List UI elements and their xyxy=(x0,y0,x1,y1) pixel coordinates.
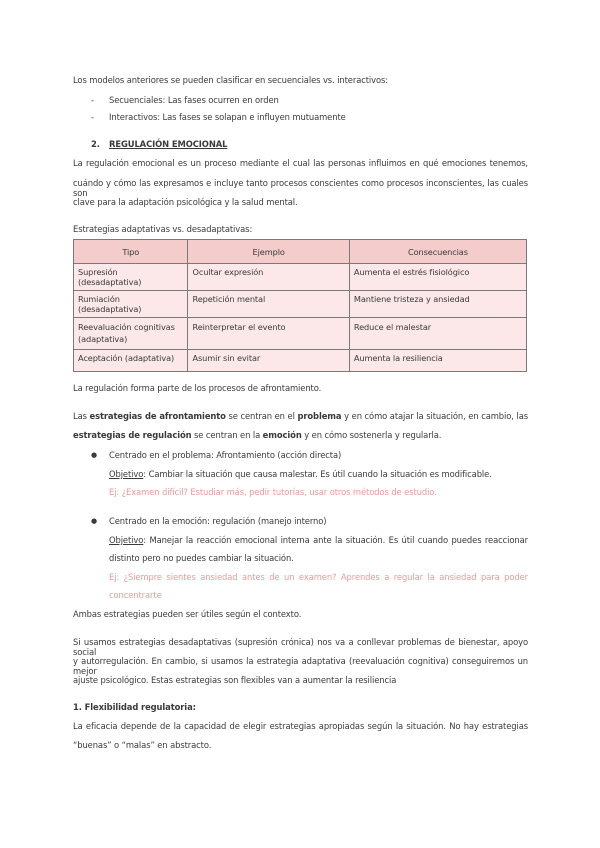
dash-marker: - xyxy=(91,95,94,105)
table-cell: Repetición mental xyxy=(188,291,349,318)
table-cell: Mantiene tristeza y ansiedad xyxy=(349,291,526,318)
table-cell: Reevaluación cognitivas (adaptativa) xyxy=(74,318,188,350)
table-caption: Estrategias adaptativas vs. desadaptativas: xyxy=(73,224,253,234)
example-line: Ej: ¿Siempre sientes ansiedad antes de un examen? Aprendes a regular la ansiedad para poder xyxy=(109,572,528,582)
table-cell: Supresión (desadaptativa) xyxy=(74,264,188,291)
table-row xyxy=(74,291,527,318)
subheading: 1. Flexibilidad regulatoria: xyxy=(73,702,196,712)
column-header: Consecuencias xyxy=(349,240,526,264)
section-title: REGULACIÓN EMOCIONAL xyxy=(109,139,228,149)
table-cell: Aumenta el estrés fisiológico xyxy=(349,264,526,291)
objective-line: distinto pero no puedes cambiar la situación. xyxy=(109,553,294,563)
bullet-title: Centrado en el problema: Afrontamiento (acción directa) xyxy=(109,450,342,460)
table-cell: Reduce el malestar xyxy=(349,318,526,350)
paragraph-line: La eficacia depende de la capacidad de elegir estrategias apropiadas según la situación. No hay estrategias xyxy=(73,721,528,731)
column-header: Tipo xyxy=(74,240,188,264)
table-cell: Aumenta la resiliencia xyxy=(349,350,526,372)
bullet-marker: ● xyxy=(91,517,98,525)
table-cell: Ocultar expresión xyxy=(188,264,349,291)
paragraph-line: estrategias de regulación se centran en la emoción y en cómo sostenerla y regularla. xyxy=(73,430,442,440)
example-line: concentrarte xyxy=(109,590,162,600)
table-header-row xyxy=(74,240,527,264)
table-cell: Aceptación (adaptativa) xyxy=(74,350,188,372)
table-cell: Asumir sin evitar xyxy=(188,350,349,372)
dash-marker: - xyxy=(91,112,94,122)
example-line: Ej: ¿Examen difícil? Estudiar más, pedir tutorías, usar otros métodos de estudio. xyxy=(109,487,437,497)
paragraph-text: Ambas estrategias pueden ser útiles según el contexto. xyxy=(73,609,302,619)
table-cell: Rumiación (desadaptativa) xyxy=(74,291,188,318)
table-row xyxy=(74,264,527,291)
table-row xyxy=(74,350,527,372)
list-item: Interactivos: Las fases se solapan e influyen mutuamente xyxy=(109,112,346,122)
paragraph-line: Si usamos estrategias desadaptativas (supresión crónica) nos va a conllevar problemas de bienestar, apoyo social xyxy=(73,637,528,657)
paragraph-line: cuándo y cómo las expresamos e incluye tanto procesos conscientes como procesos inconscientes, las cuales son xyxy=(73,178,528,198)
table-row xyxy=(74,318,527,350)
objective-line: Objetivo: Cambiar la situación que causa malestar. Es útil cuando la situación es modificable. xyxy=(109,469,492,479)
intro-text: Los modelos anteriores se pueden clasificar en secuenciales vs. interactivos: xyxy=(73,75,389,85)
table-cell: Reinterpretar el evento xyxy=(188,318,349,350)
list-item: Secuenciales: Las fases ocurren en orden xyxy=(109,95,279,105)
paragraph-line: ajuste psicológico. Estas estrategias son flexibles van a aumentar la resiliencia xyxy=(73,675,397,685)
column-header: Ejemplo xyxy=(188,240,349,264)
paragraph-line: La regulación emocional es un proceso mediante el cual las personas influimos en qué emociones tenemos, xyxy=(73,158,528,168)
section-number: 2. xyxy=(91,139,100,149)
paragraph-line: “buenas” o “malas” en abstracto. xyxy=(73,740,212,750)
paragraph-line: Las estrategias de afrontamiento se centran en el problema y en cómo atajar la situación, en cambio, las xyxy=(73,411,528,421)
bullet-title: Centrado en la emoción: regulación (manejo interno) xyxy=(109,516,327,526)
paragraph-line: y autorregulación. En cambio, si usamos la estrategia adaptativa (reevaluación cognitiva) conseguiremos un mejor xyxy=(73,656,528,676)
paragraph-text: La regulación forma parte de los procesos de afrontamiento. xyxy=(73,383,322,393)
paragraph-line: clave para la adaptación psicológica y la salud mental. xyxy=(73,197,298,207)
strategies-table xyxy=(73,239,527,372)
bullet-marker: ● xyxy=(91,451,98,459)
objective-line: Objetivo: Manejar la reacción emocional interna ante la situación. Es útil cuando puedes reaccionar xyxy=(109,535,528,545)
